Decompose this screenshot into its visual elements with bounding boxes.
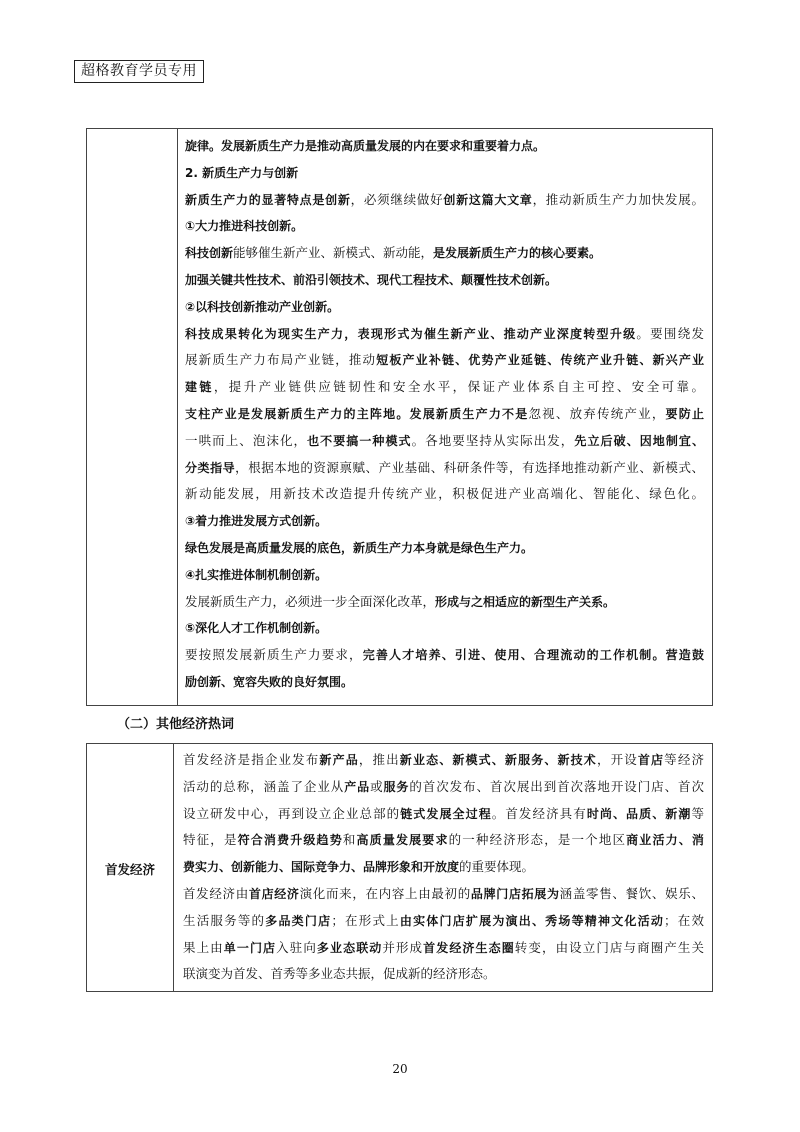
table2-term-cell	[87, 744, 174, 991]
bold-text: 励创新、宽容失败的良好氛围。	[185, 674, 354, 689]
text-span: ；在形式上	[331, 912, 400, 928]
text-line	[185, 642, 704, 669]
text-span: 。要围绕发	[636, 325, 704, 341]
bold-text: ④扎实推进体制机制创新。	[185, 567, 328, 582]
text-line	[183, 854, 704, 881]
text-span: 入驻向	[276, 939, 317, 955]
page-number: 20	[392, 1062, 408, 1076]
bold-text: 新业态、新模式、新服务、新技术	[399, 753, 597, 767]
text-span: 或	[370, 778, 384, 794]
text-span: 新动能发展，用新技术改造提升传统产业，积极促进产业高端化、智能化、绿色化。	[185, 486, 704, 502]
text-span: 等	[691, 805, 704, 821]
bold-text: 链式发展全过程	[400, 806, 492, 821]
text-line	[185, 401, 704, 428]
bold-text: 先立后破、因地制宜、	[574, 433, 704, 448]
text-span: ，提升产业链供应链韧性和安全水平，保证产业体系自主可控、安全可靠。	[213, 379, 704, 395]
bold-text: 科技成果转化为现实生产力，表现形式为催生新产业、推动产业深度转型升级	[185, 326, 637, 341]
table1-left-cell	[87, 129, 178, 705]
text-line	[185, 267, 704, 294]
text-line	[185, 428, 704, 455]
text-span: 。各地要坚持从实际出发，	[411, 432, 575, 448]
text-span: 演化而来，在内容上由最初的	[299, 885, 471, 901]
bold-text: 旋律。发展新质生产力是推动高质量发展的内在要求和重要着力点。	[185, 139, 546, 153]
bold-text: 多业态联动	[316, 940, 383, 955]
text-line	[183, 935, 704, 962]
bold-text: 多品类门店	[265, 913, 332, 928]
text-line	[185, 589, 704, 616]
text-line	[185, 374, 704, 401]
text-line	[185, 213, 704, 240]
bold-text: 由实体门店扩展为演出、秀场等精神文化活动	[399, 913, 665, 928]
text-line	[185, 455, 704, 482]
header-tag: 超格教育学员专用	[74, 60, 204, 83]
text-span: 的一种经济形态，是一个地区	[448, 832, 627, 848]
text-span: 展新质生产力布局产业链，推动	[185, 352, 377, 368]
text-span: 活动的总称，涵盖了企业从	[183, 778, 345, 794]
text-span: 的首次发布、首次展出到首次落地开设门店、首次	[409, 778, 704, 794]
bold-text: ③着力推进发展方式创新。	[185, 514, 328, 529]
text-span: 要按照发展新质生产力要求，	[185, 647, 363, 663]
bold-text: 支柱产业是发展新质生产力的主阵地。发展新质生产力不是	[185, 406, 529, 421]
text-span: ，推动新质生产力加快发展。	[532, 191, 704, 207]
bold-text: 要防止	[665, 406, 704, 421]
bold-text: 首发经济生态圈	[423, 940, 515, 955]
bold-text: ⑤深化人才工作机制创新。	[185, 621, 328, 636]
text-span: 忽视、放弃传统产业，	[528, 405, 666, 421]
text-line	[183, 827, 704, 854]
text-line	[185, 347, 704, 374]
text-line	[185, 562, 704, 589]
text-line	[185, 669, 704, 696]
bold-text: 短板产业补链、优势产业延链、传统产业升链、新兴产业	[376, 353, 704, 368]
content-table-2	[86, 743, 713, 992]
text-span: 转变，由设立门店与商圈产生关	[514, 939, 704, 955]
text-line	[183, 801, 704, 828]
content-table-1	[86, 128, 713, 706]
bold-text: 新质生产力的显著特点是创新	[185, 192, 351, 207]
bold-text: 绿色发展是高质量发展的底色，新质生产力本身就是绿色生产力。	[185, 540, 534, 555]
text-span: 的重要体现。	[459, 859, 535, 875]
bold-text: 创新这篇大文章	[443, 192, 533, 207]
bold-text: 是发展新质生产力的核心要素。	[433, 246, 602, 261]
text-line	[185, 294, 704, 321]
bold-text: 分类指导	[185, 460, 236, 475]
bold-text: 2. 新质生产力与创新	[185, 165, 299, 180]
text-span: 并形成	[382, 939, 424, 955]
bold-text: 费实力、创新能力、国际竞争力、品牌形象和开放度	[183, 860, 460, 875]
text-span: 涵盖零售、餐饮、娱乐、	[559, 885, 704, 901]
bold-text: 首店经济	[248, 886, 300, 901]
section-heading: （二）其他经济热词	[117, 717, 235, 732]
text-line	[185, 321, 704, 348]
text-line	[185, 160, 704, 187]
text-span: ，必须继续做好	[350, 191, 444, 207]
bold-text: 科技创新	[185, 246, 234, 261]
text-span: ，推出	[358, 752, 400, 767]
text-span: 和	[342, 832, 357, 848]
text-line	[185, 240, 704, 267]
text-line	[185, 187, 704, 214]
bold-text: 单一门店	[223, 940, 277, 955]
text-span: ，开设	[596, 752, 638, 767]
text-span: 特征，是	[183, 832, 238, 848]
text-span: 等经济	[664, 752, 704, 767]
text-span: 首发经济由	[183, 885, 249, 901]
bold-text: 产品	[344, 779, 371, 794]
text-span: 一哄而上、泡沫化，	[185, 432, 308, 448]
text-line	[183, 961, 704, 988]
text-line	[185, 508, 704, 535]
text-line	[183, 774, 704, 801]
text-line	[185, 133, 704, 160]
bold-text: 新产品	[319, 753, 359, 767]
text-line	[185, 535, 704, 562]
bold-text: 完善人才培养、引进、使用、合理流动的工作机制。营造鼓	[362, 648, 704, 663]
bold-text: 形成与之相适应的新型生产关系。	[435, 594, 616, 609]
text-span: ，根据本地的资源禀赋、产业基础、科研条件等，有选择地推动新产业、新模式、	[235, 459, 704, 475]
text-line	[185, 481, 704, 508]
table1-content-cell	[185, 133, 704, 696]
text-span: 能够催生新产业、新模式、新动能，	[233, 245, 434, 261]
text-span: 生活服务等的	[183, 912, 266, 928]
bold-text: 商业活力、消	[626, 833, 704, 848]
text-line	[185, 615, 704, 642]
text-span: 设立研发中心，再到设立企业总部的	[183, 805, 401, 821]
text-span: ；在效	[664, 912, 704, 928]
text-line	[183, 747, 704, 774]
text-span: 首发经济是指企业发布	[183, 752, 320, 767]
text-line	[183, 908, 704, 935]
text-span: 联演变为首发、首秀等多业态共振，促成新的经济形态。	[183, 966, 496, 982]
bold-text: 服务	[383, 779, 410, 794]
bold-text: 高质量发展要求	[356, 833, 449, 848]
table2-content-cell	[183, 747, 704, 988]
bold-text: ①大力推进科技创新。	[185, 219, 304, 234]
text-line	[183, 881, 704, 908]
bold-text: 建链	[185, 380, 214, 395]
term-label: 首发经济	[104, 862, 155, 877]
text-span: 果上由	[183, 939, 224, 955]
text-span: 发展新质生产力，必须进一步全面深化改革，	[185, 593, 436, 609]
bold-text: ②以科技创新推动产业创新。	[185, 299, 340, 314]
bold-text: 加强关键共性技术、前沿引领技术、现代工程技术、颠覆性技术创新。	[185, 272, 558, 287]
bold-text: 时尚、品质、新潮	[586, 806, 692, 821]
bold-text: 也不要搞一种模式	[307, 433, 412, 448]
text-span: 。首发经济具有	[491, 805, 587, 821]
bold-text: 首店	[637, 753, 665, 767]
bold-text: 符合消费升级趋势	[237, 833, 343, 848]
bold-text: 品牌门店拓展为	[470, 886, 560, 901]
